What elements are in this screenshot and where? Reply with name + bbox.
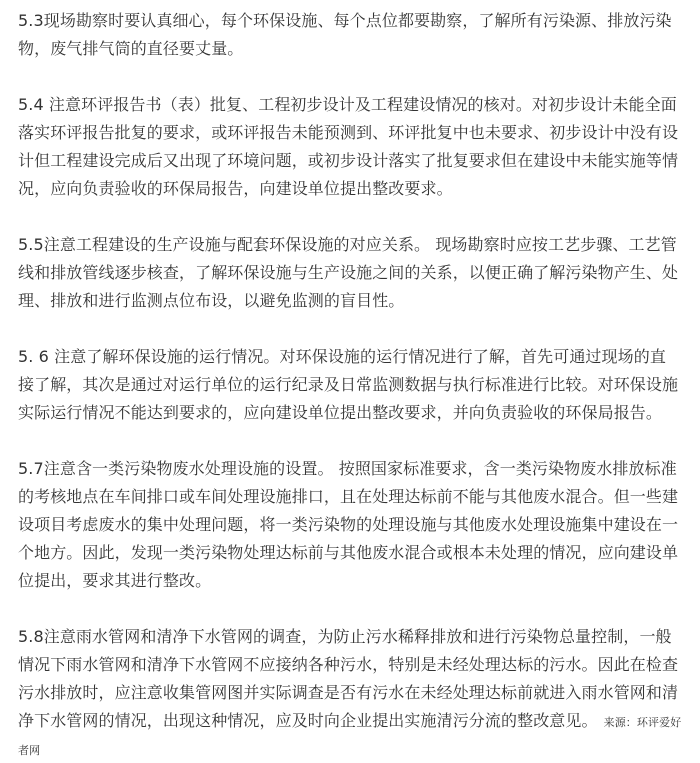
paragraph-5-5: 5.5注意工程建设的生产设施与配套环保设施的对应关系。 现场勘察时应按工艺步骤、工艺管线和排放管线逐步核查，了解环保设施与生产设施之间的关系，以便正确了解污染物产生、处理、排放和进行监测点位布设，以避免监测的盲目性。	[18, 235, 679, 310]
paragraph-5-8-text: 5.8注意雨水管网和清净下水管网的调查，为防止污水稀释排放和进行污染物总量控制，一般情况下雨水管网和清净下水管网不应接纳各种污水，特别是未经处理达标的污水。因此在检查污水排放时，应注意收集管网图并实际调查是否有污水在未经处理达标前就进入雨水管网和清净下水管网的情况，出现这种情况，应及时向企业提出实施清污分流的整改意见。	[18, 627, 679, 730]
paragraph-5-7: 5.7注意含一类污染物废水处理设施的设置。 按照国家标准要求，含一类污染物废水排放标准的考核地点在车间排口或车间处理设施排口，且在处理达标前不能与其他废水混合。但一些建设项目考虑废水的集中处理问题，将一类污染物的处理设施与其他废水处理设施集中建设在一个地方。因此，发现一类污染物处理达标前与其他废水混合或根本未处理的情况，应向建设单位提出，要求其进行整改。	[18, 459, 679, 590]
paragraph-5-3: 5.3现场勘察时要认真细心，每个环保设施、每个点位都要勘察，了解所有污染源、排放污染物，废气排气筒的直径要丈量。	[18, 11, 672, 58]
paragraph-5-8	[18, 623, 682, 763]
source-note: 来源：环评爱好者网	[18, 716, 682, 757]
paragraph-5-6: 5. 6 注意了解环保设施的运行情况。对环保设施的运行情况进行了解，首先可通过现场的直接了解，其次是通过对运行单位的运行纪录及日常监测数据与执行标准进行比较。对环保设施实际运行情况不能达到要求的，应向建设单位提出整改要求，并向负责验收的环保局报告。	[18, 347, 679, 422]
paragraph-5-4: 5.4 注意环评报告书（表）批复、工程初步设计及工程建设情况的核对。对初步设计未能全面落实环评报告批复的要求，或环评报告未能预测到、环评批复中也未要求、初步设计中没有设计但工程建设完成后又出现了环境问题，或初步设计落实了批复要求但在建设中未能实施等情况，应向负责验收的环保局报告，向建设单位提出整改要求。	[18, 95, 679, 198]
